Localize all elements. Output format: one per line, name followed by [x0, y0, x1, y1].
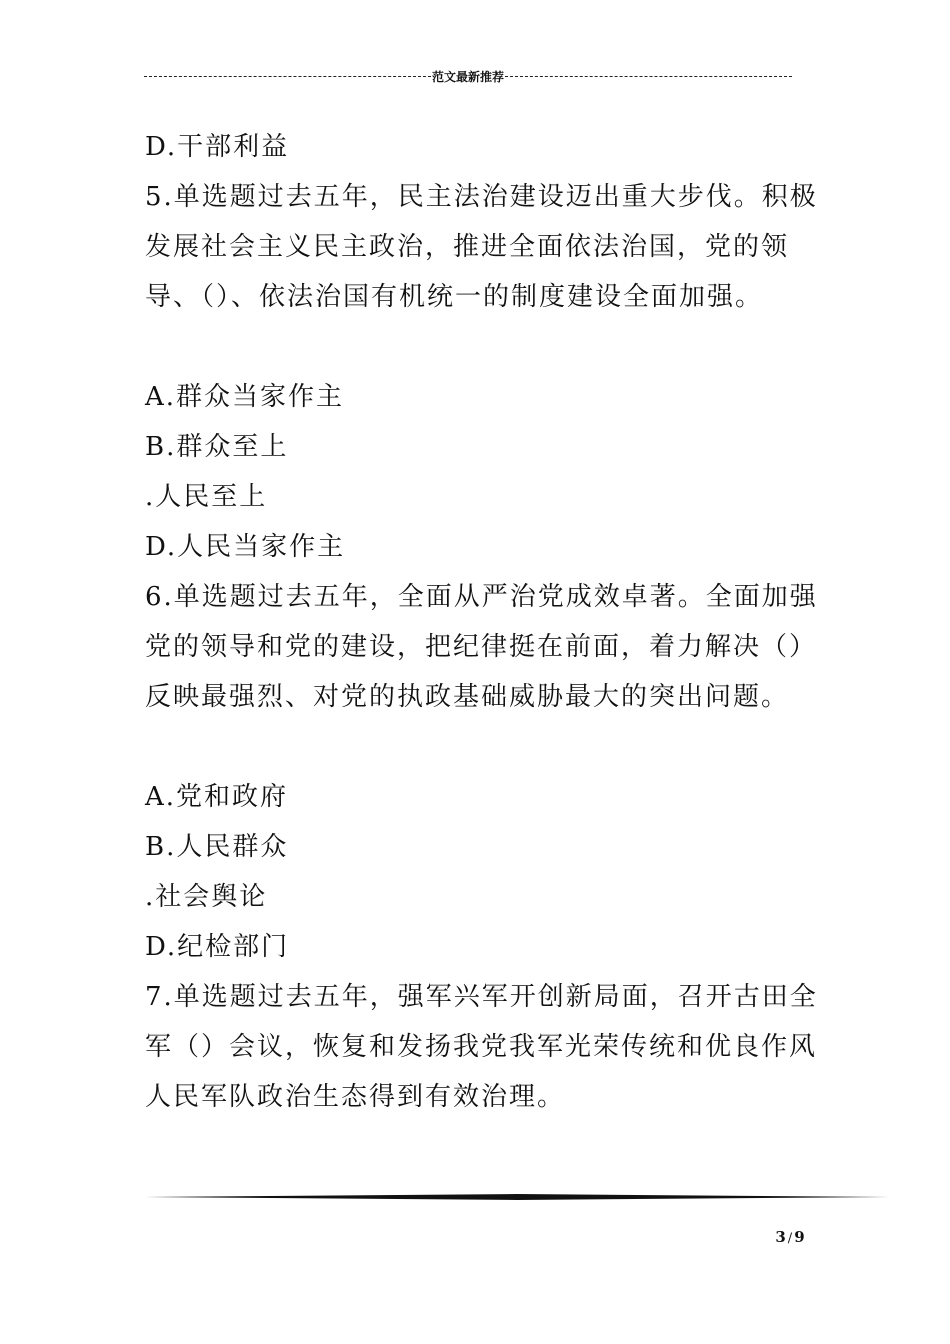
total-pages: 9: [794, 1228, 805, 1246]
footer-rule: [145, 1194, 889, 1200]
header-dashed-rule-right: [505, 76, 792, 77]
question-5-line-1: 5.单选题过去五年，民主法治建设迈出重大步伐。积极: [145, 182, 818, 212]
question-5-option-d: D.人民当家作主: [145, 532, 346, 562]
question-6-option-c: .社会舆论: [145, 882, 268, 912]
question-6-line-3: 反映最强烈、对党的执政基础威胁最大的突出问题。: [145, 682, 790, 712]
question-5-line-3: 导、（）、依法治国有机统一的制度建设全面加强。: [145, 282, 764, 312]
question-5-option-b: B.群众至上: [145, 432, 289, 462]
question-6-line-1: 6.单选题过去五年，全面从严治党成效卓著。全面加强: [145, 582, 818, 612]
question-7-line-1: 7.单选题过去五年，强军兴军开创新局面，召开古田全: [145, 982, 818, 1012]
question-7-line-2: 军（）会议，恢复和发扬我党我军光荣传统和优良作风: [145, 1032, 818, 1062]
question-5-option-a: A.群众当家作主: [145, 382, 345, 412]
question-6-line-2: 党的领导和党的建设，把纪律挺在前面，着力解决（）: [145, 632, 818, 662]
current-page: 3: [775, 1228, 786, 1246]
question-7-line-3: 人民军队政治生态得到有效治理。: [145, 1082, 566, 1112]
question-6-option-d: D.纪检部门: [145, 932, 290, 962]
question-6-option-a: A.党和政府: [145, 782, 289, 812]
page-number: [760, 1228, 820, 1246]
header-dashed-rule-left: [144, 76, 431, 77]
spacer: [145, 322, 815, 372]
option-d-cadre-interests: D.干部利益: [145, 132, 290, 162]
page-separator: /: [787, 1231, 793, 1246]
question-5-line-2: 发展社会主义民主政治，推进全面依法治国，党的领: [145, 232, 790, 262]
footer-tapered-rule: [145, 1194, 889, 1200]
page-header: [144, 66, 792, 86]
question-5-option-c: .人民至上: [145, 482, 268, 512]
question-6-option-b: B.人民群众: [145, 832, 289, 862]
spacer: [145, 722, 815, 772]
header-title: 范文最新推荐: [432, 69, 505, 84]
document-body: [145, 122, 818, 1122]
